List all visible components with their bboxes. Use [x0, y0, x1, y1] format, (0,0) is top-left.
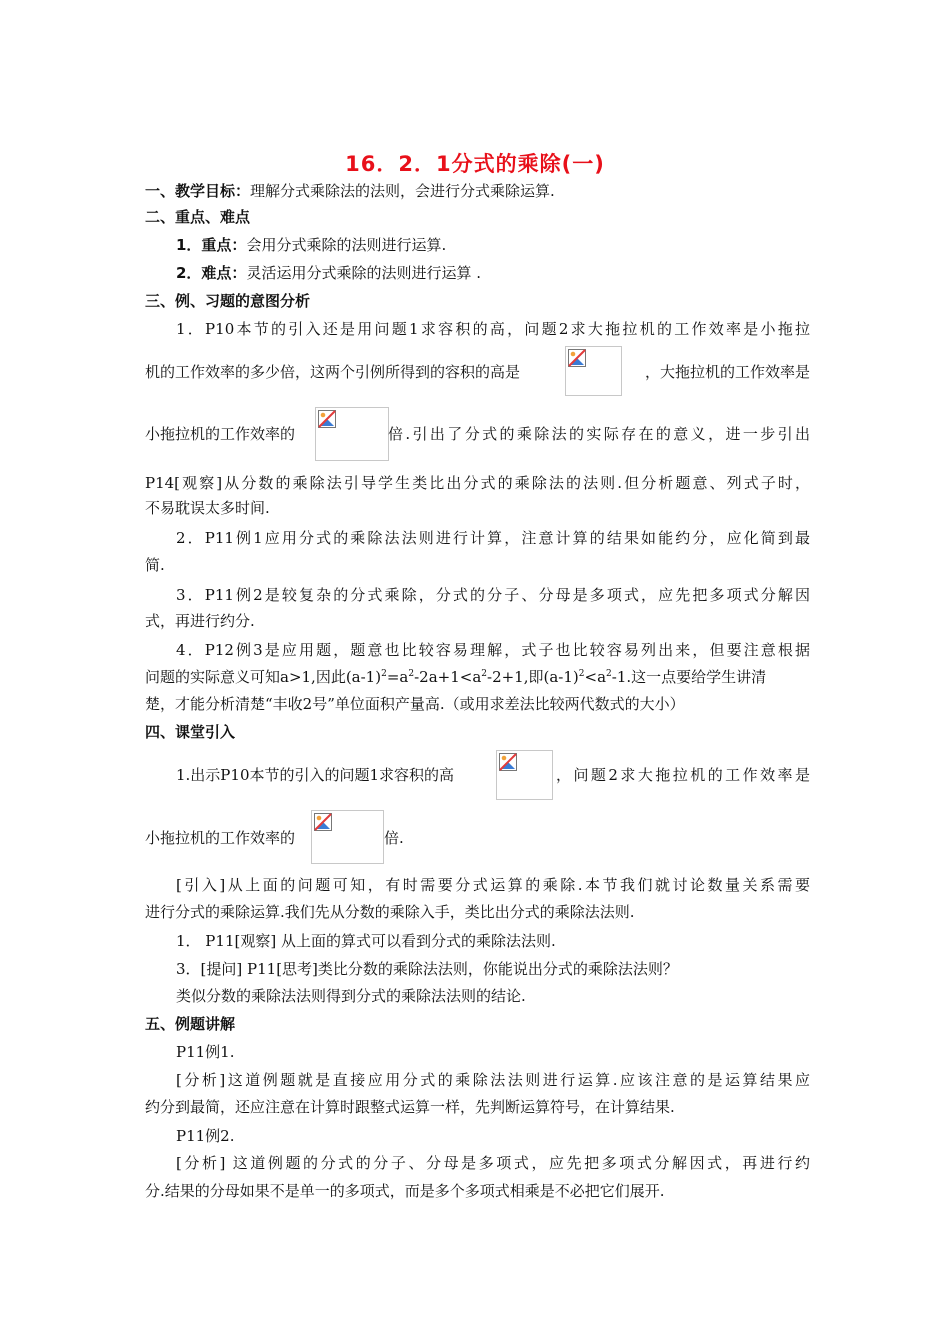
paragraph-line: 1．P10本节的引入还是用问题1求容积的高，问题2求大拖拉机的工作效率是小拖拉	[176, 320, 810, 338]
paragraph-line: 约分到最简，还应注意在计算时跟整式运算一样，先判断运算符号，在计算结果.	[145, 1098, 675, 1116]
broken-image-icon	[318, 410, 336, 428]
paragraph-line: 类似分数的乘除法法则得到分式的乘除法法则的结论.	[176, 987, 526, 1005]
paragraph-line: 4．P12例3是应用题，题意也比较容易理解，式子也比较容易列出来，但要注意根据	[176, 641, 810, 659]
example-heading: P11例1.	[176, 1043, 235, 1061]
paragraph-line: [分析] 这道例题的分式的分子、分母是多项式，应先把多项式分解因式，再进行约	[176, 1154, 810, 1172]
section-heading: 四、课堂引入	[145, 723, 236, 741]
paragraph-line: 2．P11例1应用分式的乘除法法则进行计算，注意计算的结果如能约分，应化简到最	[176, 529, 810, 547]
difficult-point-text: 灵活运用分式乘除的法则进行运算 .	[246, 264, 481, 282]
paragraph-line: 不易耽误太多时间.	[145, 499, 270, 517]
broken-image-icon	[314, 813, 332, 831]
superscript: 2	[578, 669, 585, 679]
fraction-image-placeholder	[311, 810, 384, 864]
section-heading: 三、例、习题的意图分析	[145, 292, 311, 310]
text-run: 倍.引出了分式的乘除法的实际存在的意义，进一步引出	[388, 425, 810, 443]
section-objectives	[145, 181, 810, 201]
text-run: 小拖拉机的工作效率的	[145, 829, 296, 847]
paragraph-line: [引入]从上面的问题可知，有时需要分式运算的乘除.本节我们就讨论数量关系需要	[176, 876, 810, 894]
section-heading: 五、例题讲解	[145, 1015, 236, 1033]
text-run: -2+1,即(a-1)	[487, 668, 579, 686]
superscript: 2	[408, 669, 415, 679]
text-run: 1.出示P10本节的引入的问题1求容积的高	[176, 766, 455, 784]
superscript: 2	[481, 669, 487, 679]
text-run: ，大拖拉机的工作效率是	[644, 363, 810, 381]
example-heading: P11例2.	[176, 1127, 235, 1145]
text-run: =a	[386, 668, 409, 686]
text-run: <a	[584, 668, 607, 686]
paragraph-line: P14[观察]从分数的乘除法引导学生类比出分式的乘除法的法则.但分析题意、列式子时，	[145, 474, 810, 492]
text-run: 小拖拉机的工作效率的	[145, 425, 296, 443]
paragraph-line: 简.	[145, 556, 165, 574]
fraction-image-placeholder	[315, 407, 389, 461]
broken-image-icon	[568, 349, 586, 367]
fraction-image-placeholder	[496, 750, 553, 800]
difficult-point-label: 2．难点：	[176, 264, 247, 282]
key-point-text: 会用分式乘除的法则进行运算.	[246, 236, 447, 254]
text-run: -2a+1<a	[414, 668, 482, 686]
difficult-point	[176, 263, 841, 283]
paragraph-line: 1． P11[观察] 从上面的算式可以看到分式的乘除法法则.	[176, 932, 556, 950]
paragraph-line: 3．P11例2是较复杂的分式乘除，分式的分子、分母是多项式，应先把多项式分解因	[176, 586, 810, 604]
text-run: 机的工作效率的多少倍，这两个引例所得到的容积的高是	[145, 363, 521, 381]
section-heading: 一、教学目标：	[145, 182, 251, 200]
superscript: 2	[381, 669, 387, 679]
broken-image-icon	[499, 753, 517, 771]
paragraph-line: 式，再进行约分.	[145, 612, 255, 630]
superscript: 2	[606, 669, 612, 679]
text-run: 倍.	[384, 829, 404, 847]
fraction-image-placeholder	[565, 346, 622, 396]
paragraph-line: 分.结果的分母如果不是单一的多项式，而是多个多项式相乘是不必把它们展开.	[145, 1182, 665, 1200]
section-heading: 二、重点、难点	[145, 208, 251, 226]
objectives-text: 理解分式乘除法的法则，会进行分式乘除运算.	[250, 182, 555, 200]
formula-line	[145, 667, 810, 687]
text-run: -1.这一点要给学生讲清	[611, 668, 767, 686]
key-point-label: 1．重点：	[176, 236, 247, 254]
paragraph-line: [分析]这道例题就是直接应用分式的乘除法法则进行运算.应该注意的是运算结果应	[176, 1071, 810, 1089]
page-title: 16．2．1分式的乘除(一)	[345, 152, 605, 176]
text-run: 问题的实际意义可知a>1,因此(a-1)	[145, 668, 382, 686]
paragraph-line: 3．[提问] P11[思考]类比分数的乘除法法则，你能说出分式的乘除法法则？	[176, 960, 678, 978]
paragraph-line: 楚，才能分析清楚“丰收2号”单位面积产量高.（或用求差法比较两代数式的大小）	[145, 695, 685, 713]
key-point	[176, 235, 841, 255]
text-run: ，问题2求大拖拉机的工作效率是	[556, 766, 810, 784]
paragraph-line: 进行分式的乘除运算.我们先从分数的乘除入手，类比出分式的乘除法法则.	[145, 903, 635, 921]
